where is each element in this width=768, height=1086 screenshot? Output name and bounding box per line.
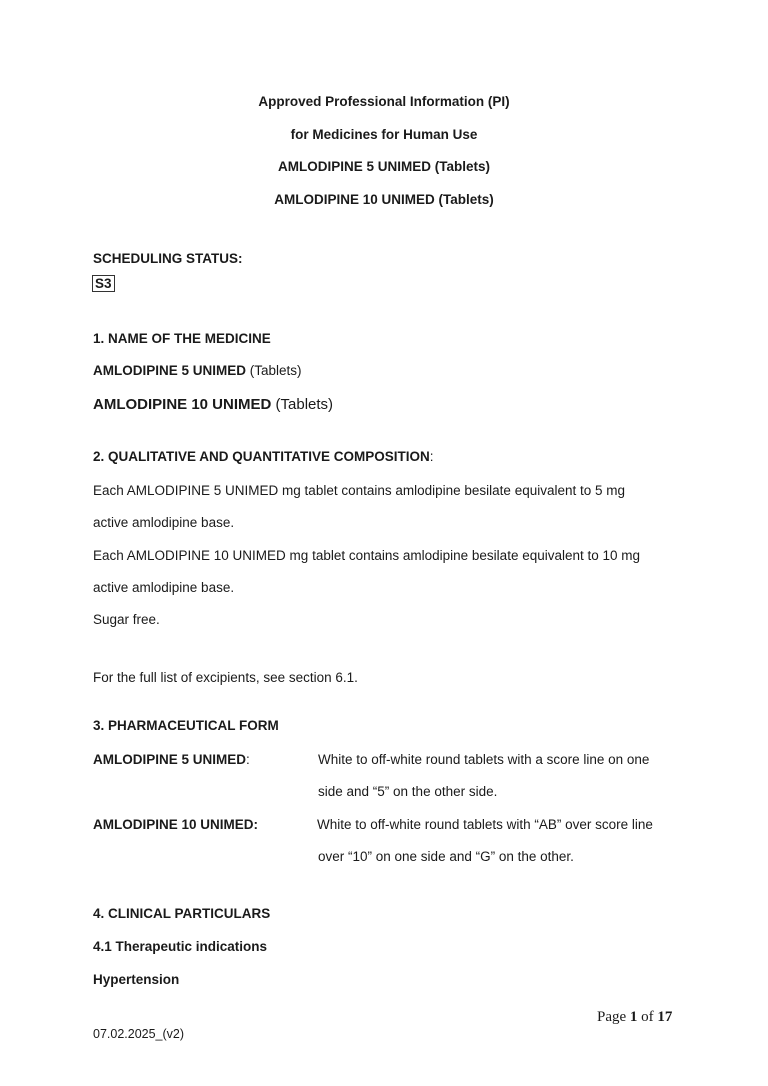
doc-title-line1: Approved Professional Information (PI)	[258, 94, 510, 109]
composition-line-3: Each AMLODIPINE 10 UNIMED mg tablet contains amlodipine besilate equivalent to 10 mg	[93, 548, 641, 563]
section-3-heading: 3. PHARMACEUTICAL FORM	[93, 718, 279, 733]
form-item-5-label	[93, 752, 250, 767]
page-total: 17	[657, 1009, 673, 1025]
page-current: 1	[629, 1009, 638, 1025]
medicine-name-10	[93, 396, 333, 413]
section-4-heading: 4. CLINICAL PARTICULARS	[93, 906, 271, 921]
composition-line-4: active amlodipine base.	[93, 580, 235, 595]
medicine-name-10-form: (Tablets)	[271, 396, 334, 413]
section-2-heading	[93, 449, 434, 464]
section-2-heading-text: 2. QUALITATIVE AND QUANTITATIVE COMPOSITION	[93, 449, 430, 464]
form-item-5-colon: :	[246, 752, 250, 767]
scheduling-status-value: S3	[92, 275, 115, 292]
section-4-1-heading: 4.1 Therapeutic indications	[93, 939, 268, 954]
doc-title-line3: AMLODIPINE 5 UNIMED (Tablets)	[277, 159, 490, 174]
doc-title-line2: for Medicines for Human Use	[290, 127, 478, 142]
composition-line-1: Each AMLODIPINE 5 UNIMED mg tablet contains amlodipine besilate equivalent to 5 mg	[93, 483, 626, 498]
scheduling-status-label: SCHEDULING STATUS:	[93, 251, 243, 266]
form-item-10-desc-line1: White to off-white round tablets with “AB” over score line	[317, 817, 653, 832]
document-version: 07.02.2025_(v2)	[93, 1027, 185, 1041]
indication-hypertension: Hypertension	[93, 972, 180, 987]
page-number	[597, 1009, 672, 1026]
form-item-5-desc-line1: White to off-white round tablets with a score line on one	[318, 752, 650, 767]
form-item-10-desc-line2: over “10” on one side and “G” on the other.	[318, 849, 574, 864]
section-2-heading-colon: :	[429, 449, 434, 464]
page-word: Page	[597, 1009, 630, 1025]
medicine-name-5	[93, 363, 302, 378]
medicine-name-10-bold: AMLODIPINE 10 UNIMED	[93, 396, 272, 413]
composition-line-2: active amlodipine base.	[93, 515, 235, 530]
form-item-5-name: AMLODIPINE 5 UNIMED	[93, 752, 247, 767]
excipients-note: For the full list of excipients, see section 6.1.	[93, 670, 358, 685]
composition-line-5: Sugar free.	[93, 612, 160, 627]
page-of: of	[637, 1009, 658, 1025]
scheduling-status-box	[92, 275, 115, 293]
medicine-name-5-bold: AMLODIPINE 5 UNIMED	[93, 363, 247, 378]
section-1-heading: 1. NAME OF THE MEDICINE	[93, 331, 271, 346]
form-item-10-label: AMLODIPINE 10 UNIMED:	[93, 817, 259, 832]
form-item-5-desc-line2: side and “5” on the other side.	[318, 784, 498, 799]
doc-title-line4: AMLODIPINE 10 UNIMED (Tablets)	[274, 192, 494, 207]
medicine-name-5-form: (Tablets)	[246, 363, 302, 378]
